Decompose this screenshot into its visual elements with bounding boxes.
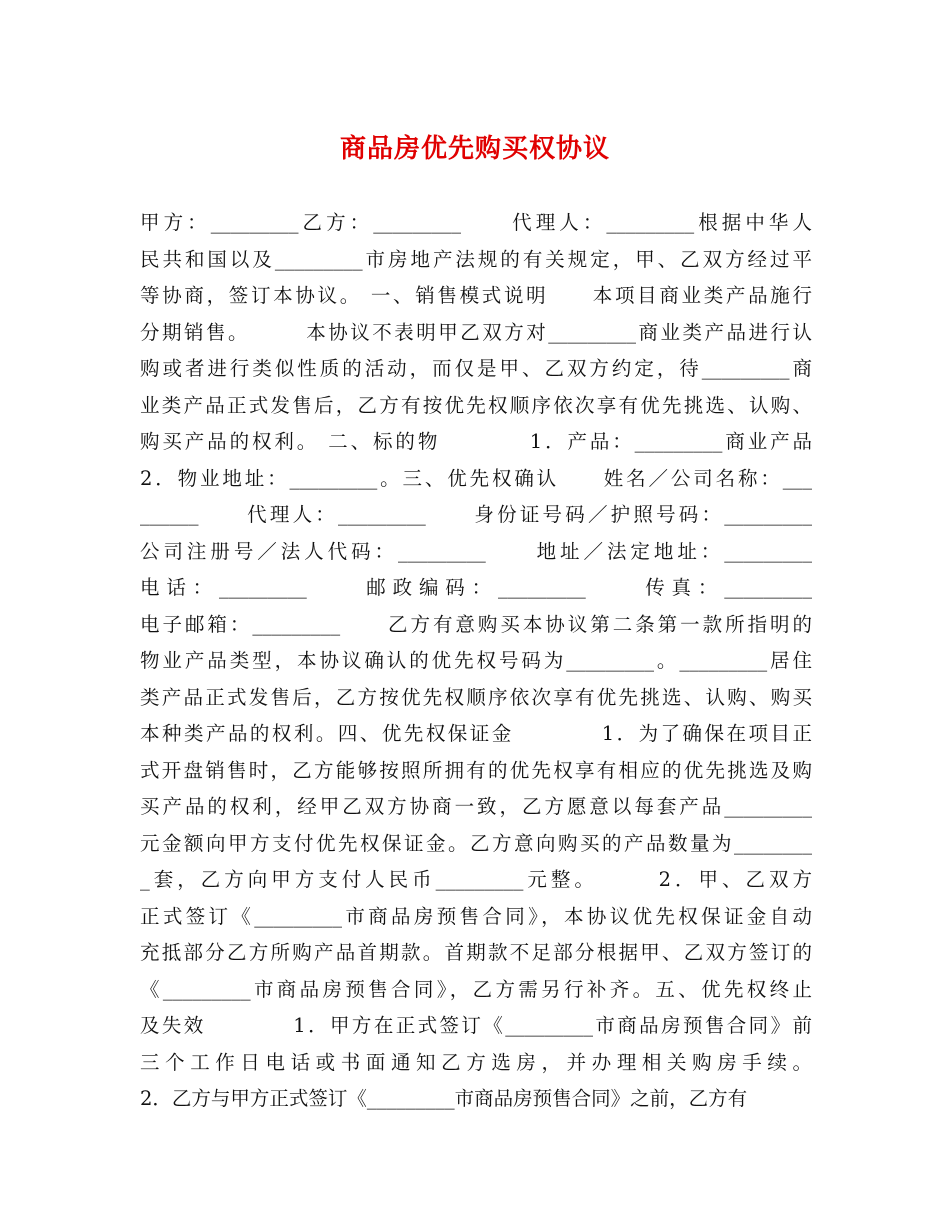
document-title: 商品房优先购买权协议	[339, 134, 610, 164]
text-line: 本种类产品的权利。四、优先权保证金 1．为了确保在项目正	[140, 722, 812, 745]
text-line: 购或者进行类似性质的活动，而仅是甲、乙双方约定，待_________商	[140, 357, 812, 380]
document-body	[140, 205, 812, 1118]
text-line: 甲方：_________乙方：_________ 代理人：_________根据中华人	[140, 211, 812, 234]
text-line: 买产品的权利，经甲乙双方协商一致，乙方愿意以每套产品_________	[140, 795, 812, 818]
text-line: 电子邮箱：_________ 乙方有意购买本协议第二条第一款所指明的	[140, 612, 812, 636]
text-line: 等协商，签订本协议。 一、销售模式说明 本项目商业类产品施行	[140, 284, 812, 307]
text-line: _套，乙方向甲方支付人民币_________元整。 2．甲、乙双方	[140, 868, 812, 891]
text-line: 三个工作日电话或书面通知乙方选房，并办理相关购房手续。	[140, 1050, 812, 1074]
text-line: 公司注册号／法人代码：_________ 地址／法定地址：_________	[140, 539, 812, 563]
text-line: 类产品正式发售后，乙方按优先权顺序依次享有优先挑选、认购、购买	[140, 685, 812, 709]
text-line: 物业产品类型，本协议确认的优先权号码为_________。_________居住	[140, 649, 812, 672]
text-line: 购买产品的权利。 二、标的物 1．产品：_________商业产品	[140, 430, 812, 453]
text-line: 式开盘销售时，乙方能够按照所拥有的优先权享有相应的优先挑选及购	[140, 758, 812, 782]
text-line: 《_________市商品房预售合同》，乙方需另行补齐。五、优先权终止	[140, 977, 812, 1001]
text-line: 民共和国以及_________市房地产法规的有关规定，甲、乙双方经过平	[140, 247, 812, 271]
text-line: 2．物业地址：_________。三、优先权确认 姓名／公司名称：___	[140, 466, 812, 490]
text-line: 2．乙方与甲方正式签订《_________市商品房预售合同》之前，乙方有	[140, 1087, 748, 1110]
text-line: 业类产品正式发售后，乙方有按优先权顺序依次享有优先挑选、认购、	[140, 393, 812, 417]
text-line: 及失效 1．甲方在正式签订《_________市商品房预售合同》前	[140, 1014, 812, 1037]
text-line: 元金额向甲方支付优先权保证金。乙方意向购买的产品数量为________	[140, 831, 812, 855]
text-line: 分期销售。 本协议不表明甲乙双方对_________商业类产品进行认	[140, 320, 812, 344]
text-line: ______ 代理人：_________ 身份证号码／护照号码：_________	[140, 503, 812, 526]
text-line: 充抵部分乙方所购产品首期款。首期款不足部分根据甲、乙双方签订的	[140, 941, 812, 964]
text-line: 正式签订《_________市商品房预售合同》，本协议优先权保证金自动	[140, 904, 812, 928]
text-line: 电话：_________ 邮政编码：_________ 传真：_________	[140, 576, 812, 599]
